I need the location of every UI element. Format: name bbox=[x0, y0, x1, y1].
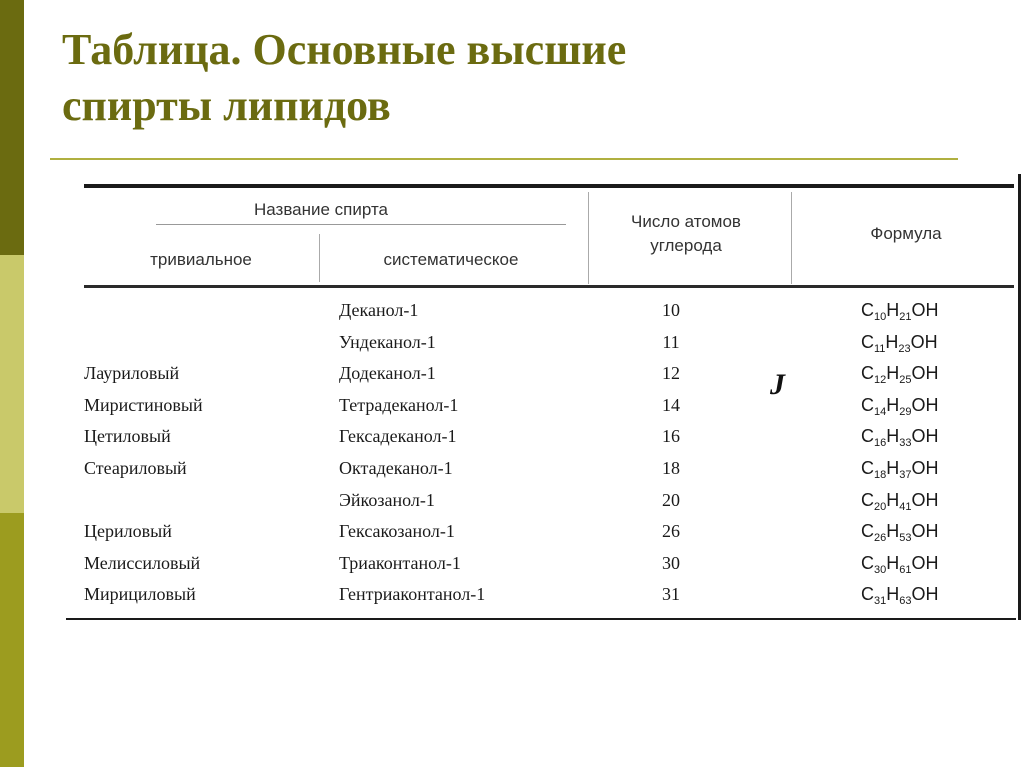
table-row bbox=[66, 393, 1016, 424]
systematic-name-cell: Гексадеканол-1 bbox=[339, 426, 457, 447]
title-divider bbox=[50, 158, 958, 160]
formula-suffix: OH bbox=[911, 489, 939, 510]
formula-cell: $C_{26}H_{53}OH$ bbox=[861, 521, 939, 545]
formula-suffix: OH bbox=[910, 331, 938, 352]
formula-cell: $C_{31}H_{63}OH$ bbox=[861, 584, 939, 608]
carbon-count-cell: 20 bbox=[662, 489, 680, 510]
formula-cell: $C_{14}H_{29}OH$ bbox=[861, 394, 939, 418]
formula-carbon-subscript: 16 bbox=[874, 437, 887, 450]
systematic-name-cell: Деканол-1 bbox=[339, 300, 419, 320]
formula-suffix: OH bbox=[911, 426, 939, 447]
formula-hydrogen-subscript: 29 bbox=[899, 405, 912, 418]
formula-hydrogen-subscript: 53 bbox=[899, 532, 912, 545]
name-group-rule bbox=[156, 224, 566, 225]
slide-title: Таблица. Основные высшие спирты липидов bbox=[62, 25, 627, 130]
header-name-group: Название спирта bbox=[253, 200, 389, 219]
carbon-count-cell: 12 bbox=[662, 363, 680, 384]
formula-carbon-subscript: 20 bbox=[874, 500, 887, 513]
formula-suffix: OH bbox=[911, 552, 939, 573]
formula-cell: $C_{11}H_{23}OH$ bbox=[861, 331, 938, 355]
formula-cell: $C_{18}H_{37}OH$ bbox=[861, 458, 939, 481]
formula-carbon-subscript: 12 bbox=[874, 374, 887, 387]
stray-mark: J bbox=[770, 368, 785, 401]
systematic-name-cell: Эйкозанол-1 bbox=[339, 489, 435, 510]
carbon-count-cell: 10 bbox=[662, 300, 680, 320]
table-top-rule bbox=[84, 184, 1014, 188]
formula-suffix: OH bbox=[911, 363, 939, 384]
trivial-name-cell: Мелиссиловый bbox=[84, 552, 201, 573]
systematic-name-cell: Тетрадеканол-1 bbox=[339, 394, 459, 415]
systematic-name-cell: Гексакозанол-1 bbox=[339, 521, 455, 542]
table-right-rule bbox=[1018, 174, 1021, 620]
table-row bbox=[66, 551, 1016, 582]
trivial-name-cell: Стеариловый bbox=[84, 458, 187, 478]
formula-cell: $C_{10}H_{21}OH$ bbox=[861, 300, 939, 323]
table-row bbox=[66, 361, 1016, 392]
table-row bbox=[66, 298, 1016, 329]
systematic-name-cell: Триаконтанол-1 bbox=[339, 552, 461, 573]
trivial-name-cell: Лауриловый bbox=[84, 363, 180, 384]
table-row bbox=[66, 424, 1016, 455]
formula-carbon-subscript: 31 bbox=[874, 595, 887, 608]
formula-cell: $C_{20}H_{41}OH$ bbox=[861, 489, 939, 513]
carbon-count-cell: 31 bbox=[662, 584, 680, 605]
formula-hydrogen-subscript: 21 bbox=[899, 311, 912, 323]
table-row bbox=[66, 456, 1016, 487]
table-row bbox=[66, 488, 1016, 519]
formula-suffix: OH bbox=[911, 394, 939, 415]
table-row bbox=[66, 519, 1016, 550]
formula-hydrogen-subscript: 33 bbox=[899, 437, 912, 450]
carbon-count-cell: 26 bbox=[662, 521, 680, 542]
header-trivial: тривиальное bbox=[150, 250, 252, 269]
formula-carbon-subscript: 18 bbox=[874, 469, 887, 481]
carbon-count-cell: 18 bbox=[662, 458, 680, 478]
carbon-count-cell: 30 bbox=[662, 552, 680, 573]
table-bottom-rule bbox=[66, 618, 1016, 620]
formula-carbon-subscript: 30 bbox=[874, 563, 887, 576]
formula-carbon-subscript: 11 bbox=[874, 342, 886, 355]
formula-hydrogen-subscript: 61 bbox=[899, 563, 912, 576]
formula-cell: $C_{30}H_{61}OH$ bbox=[861, 552, 939, 576]
table-row bbox=[66, 582, 1016, 613]
header-carbon-count: Число атомов углерода bbox=[631, 212, 741, 255]
systematic-name-cell: Додеканол-1 bbox=[339, 363, 436, 384]
trivial-name-cell: Миристиновый bbox=[84, 394, 203, 415]
systematic-name-cell: Ундеканол-1 bbox=[339, 331, 436, 352]
formula-cell: $C_{12}H_{25}OH$ bbox=[861, 363, 939, 387]
formula-carbon-subscript: 26 bbox=[874, 532, 887, 545]
trivial-name-cell: Цетиловый bbox=[84, 426, 171, 447]
formula-hydrogen-subscript: 37 bbox=[899, 469, 912, 481]
trivial-name-cell: Цериловый bbox=[84, 521, 172, 542]
formula-suffix: OH bbox=[911, 584, 939, 605]
carbon-count-cell: 14 bbox=[662, 394, 680, 415]
formula-hydrogen-subscript: 41 bbox=[899, 500, 912, 513]
table-row bbox=[66, 330, 1016, 361]
column-divider bbox=[791, 192, 792, 284]
formula-hydrogen-subscript: 25 bbox=[899, 374, 912, 387]
accent-segment-mid bbox=[0, 513, 24, 767]
formula-cell: $C_{16}H_{33}OH$ bbox=[861, 426, 939, 450]
systematic-name-cell: Гентриаконтанол-1 bbox=[339, 584, 486, 605]
trivial-name-cell: Мирициловый bbox=[84, 584, 196, 605]
carbon-count-cell: 16 bbox=[662, 426, 680, 447]
header-systematic: систематическое bbox=[383, 250, 519, 269]
alcohols-table bbox=[66, 172, 1022, 622]
formula-suffix: OH bbox=[911, 458, 939, 478]
systematic-name-cell: Октадеканол-1 bbox=[339, 458, 453, 478]
header-formula: Формула bbox=[870, 224, 942, 243]
accent-segment-light bbox=[0, 255, 24, 513]
accent-segment-dark bbox=[0, 0, 24, 255]
formula-suffix: OH bbox=[911, 521, 939, 542]
formula-hydrogen-subscript: 63 bbox=[899, 595, 912, 608]
formula-carbon-subscript: 10 bbox=[874, 311, 887, 323]
carbon-count-cell: 11 bbox=[662, 331, 680, 352]
formula-hydrogen-subscript: 23 bbox=[898, 342, 911, 355]
column-divider bbox=[319, 234, 320, 282]
accent-bar bbox=[0, 0, 24, 767]
formula-carbon-subscript: 14 bbox=[874, 405, 887, 418]
table-header-rule bbox=[84, 285, 1014, 288]
formula-suffix: OH bbox=[911, 300, 939, 320]
